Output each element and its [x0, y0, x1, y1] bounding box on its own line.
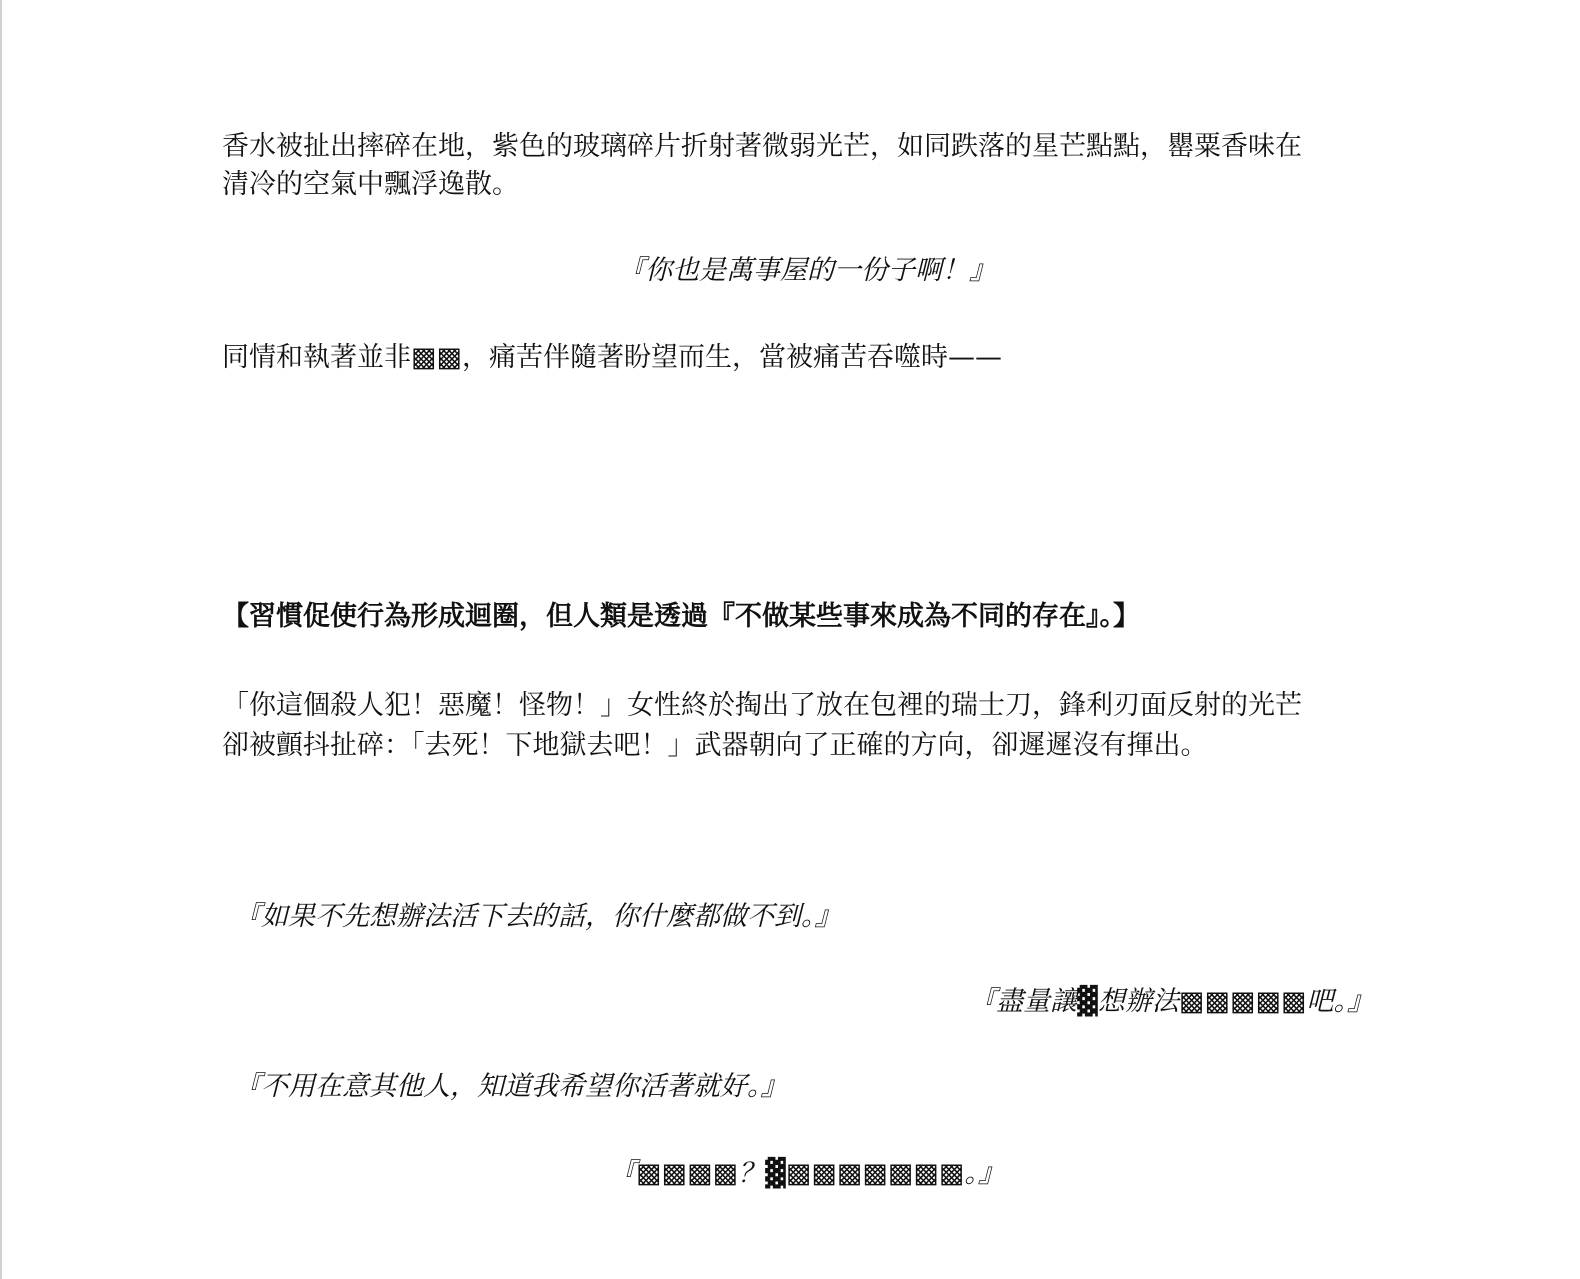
paragraph-2: 同情和執著並非▩▩，痛苦伴隨著盼望而生，當被痛苦吞噬時—— — [222, 342, 1003, 373]
document-body — [222, 0, 1392, 1279]
page-left-border — [0, 0, 2, 1279]
dialogue-quote-4: 『不用在意其他人，知道我希望你活著就好。』 — [234, 1071, 788, 1102]
paragraph-3-line-2: 卻被顫抖扯碎：「去死！下地獄去吧！」武器朝向了正確的方向，卻遲遲沒有揮出。 — [222, 730, 1208, 761]
dialogue-quote-5: 『▩▩▩▩？▓▩▩▩▩▩▩▩。』 — [609, 1158, 1005, 1189]
bold-heading: 【習慣促使行為形成迴圈，但人類是透過『不做某些事來成為不同的存在』。】 — [222, 601, 1140, 632]
dialogue-quote-1: 『你也是萬事屋的一份子啊！』 — [618, 255, 996, 286]
dialogue-quote-3: 『盡量讓▓想辦法▩▩▩▩▩吧。』 — [969, 986, 1374, 1017]
paragraph-3-line-1: 「你這個殺人犯！惡魔！怪物！」女性終於掏出了放在包裡的瑞士刀，鋒利刃面反射的光芒 — [222, 690, 1302, 721]
paragraph-1-line-2: 清冷的空氣中飄浮逸散。 — [222, 169, 519, 200]
paragraph-1-line-1: 香水被扯出摔碎在地，紫色的玻璃碎片折射著微弱光芒，如同跌落的星芒點點，罌粟香味在 — [222, 131, 1302, 162]
dialogue-quote-2: 『如果不先想辦法活下去的話，你什麼都做不到。』 — [234, 901, 842, 932]
